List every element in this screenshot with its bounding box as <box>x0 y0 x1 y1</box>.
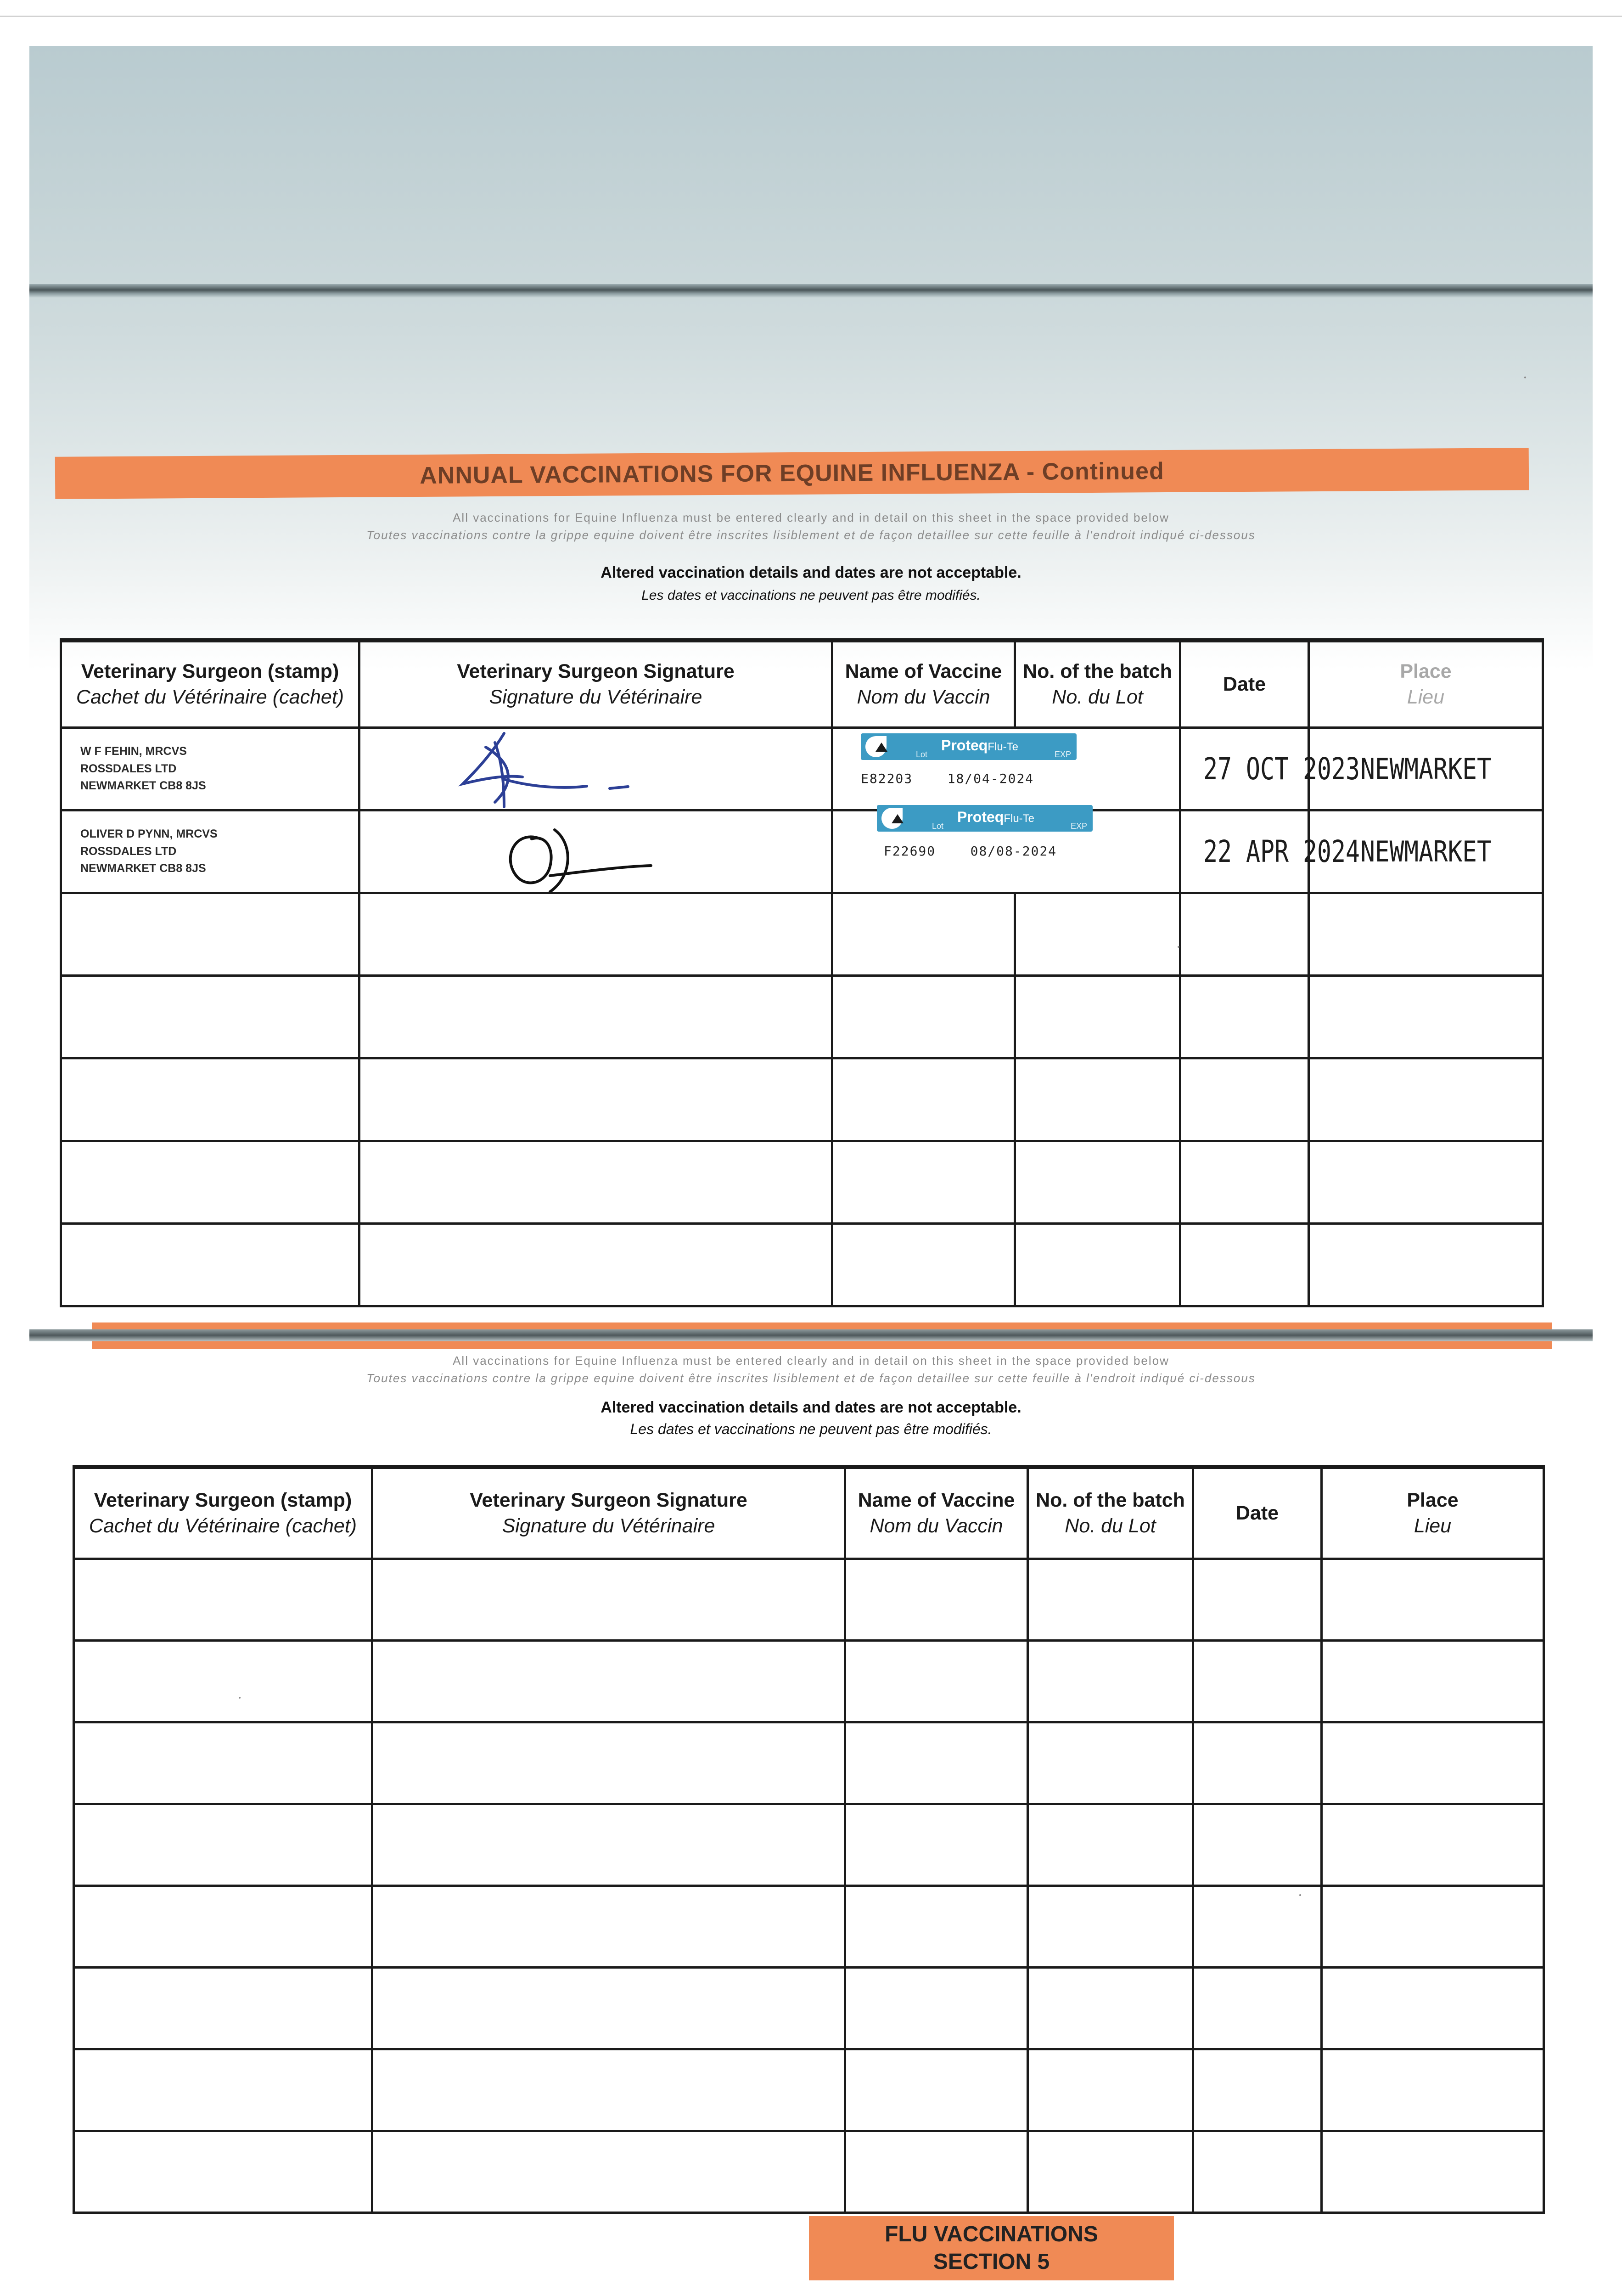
empty-row <box>74 1968 1544 2049</box>
empty-row <box>61 1224 1543 1306</box>
footer-line1: FLU VACCINATIONS <box>885 2222 1098 2246</box>
header-batch-en: No. of the batch <box>1036 1489 1185 1511</box>
header-place <box>1309 641 1543 728</box>
table-header-row <box>74 1467 1544 1559</box>
signature-scribble <box>435 729 757 809</box>
vaccine-name: ProteqFlu-Te <box>941 737 1019 754</box>
section-footer-tab <box>809 2216 1174 2280</box>
vaccine-label-sticker <box>832 728 1180 810</box>
header-batch-en: No. of the batch <box>1023 660 1172 682</box>
header-date-label: Date <box>1235 1502 1279 1524</box>
header-place-en: Place <box>1407 1489 1459 1511</box>
section-banner <box>55 448 1529 499</box>
lot-label: Lot <box>916 750 928 759</box>
vet-name: OLIVER D PYNN, MRCVS <box>80 827 218 841</box>
vet-stamp <box>61 728 359 810</box>
instruction-en-lower: All vaccinations for Equine Influenza must be entered clearly and in detail on this sheet in the space provided below <box>453 1354 1169 1367</box>
header-stamp-en: Veterinary Surgeon (stamp) <box>81 660 339 682</box>
empty-row <box>74 1886 1544 1968</box>
vet-signature <box>359 810 832 893</box>
vaccine-logo-icon <box>881 808 903 829</box>
empty-row <box>61 1141 1543 1224</box>
table-row <box>61 728 1543 810</box>
exp-label: EXP <box>1054 750 1071 759</box>
warning-en-lower: Altered vaccination details and dates are not acceptable. <box>601 1399 1021 1416</box>
vet-address: NEWMARKET CB8 8JS <box>80 862 206 875</box>
header-date <box>1193 1467 1322 1559</box>
page-overlap-edge <box>29 1329 1593 1341</box>
empty-row <box>61 1058 1543 1141</box>
header-date-label: Date <box>1223 673 1266 695</box>
header-vaccine-fr: Nom du Vaccin <box>870 1514 1003 1537</box>
vaccination-date <box>1180 728 1360 810</box>
header-vaccine-en: Name of Vaccine <box>858 1489 1015 1511</box>
instruction-fr: Toutes vaccinations contre la grippe equine doivent être inscrites lisiblement et de façon detaillee sur cette feuille à l'endroit indiqué ci-dessous <box>366 528 1256 542</box>
vaccine-name: ProteqFlu-Te <box>957 809 1035 825</box>
scan-speck <box>1524 377 1526 378</box>
header-signature-en: Veterinary Surgeon Signature <box>457 660 735 682</box>
header-signature-fr: Signature du Vétérinaire <box>489 686 702 708</box>
vaccine-label <box>877 805 1093 832</box>
header-place-en: Place <box>1400 660 1452 682</box>
vet-signature <box>359 728 832 810</box>
header-signature-fr: Signature du Vétérinaire <box>502 1514 715 1537</box>
header-batch-fr: No. du Lot <box>1052 686 1143 708</box>
vaccination-table-lower <box>73 1465 1545 2214</box>
empty-row <box>61 976 1543 1058</box>
scan-speck <box>1178 946 1179 948</box>
instruction-en: All vaccinations for Equine Influenza must be entered clearly and in detail on this sheet in the space provided below <box>453 511 1169 524</box>
header-batch-fr: No. du Lot <box>1065 1514 1156 1537</box>
page-fold-shadow <box>29 284 1593 298</box>
page-top-rule <box>0 16 1622 17</box>
batch-expiry <box>861 771 1034 786</box>
table-header-row <box>61 641 1543 728</box>
header-stamp-en: Veterinary Surgeon (stamp) <box>94 1489 352 1511</box>
header-signature <box>372 1467 845 1559</box>
header-date <box>1180 641 1309 728</box>
scan-speck <box>1299 1894 1301 1896</box>
vaccine-label <box>861 733 1077 760</box>
banner-title: ANNUAL VACCINATIONS FOR EQUINE INFLUENZA - Continued <box>420 458 1164 489</box>
warning-fr: Les dates et vaccinations ne peuvent pas être modifiés. <box>641 588 981 603</box>
header-place <box>1322 1467 1544 1559</box>
header-stamp-fr: Cachet du Vétérinaire (cachet) <box>76 686 344 708</box>
header-place-fr: Lieu <box>1414 1514 1452 1537</box>
batch-number: F22690 <box>884 844 936 859</box>
header-vaccine-en: Name of Vaccine <box>845 660 1002 682</box>
warning-fr-lower: Les dates et vaccinations ne peuvent pas être modifiés. <box>630 1421 992 1437</box>
vet-stamp <box>61 810 359 893</box>
table-row <box>61 810 1543 893</box>
warning-en: Altered vaccination details and dates are not acceptable. <box>601 564 1021 581</box>
footer-line2: SECTION 5 <box>933 2250 1050 2274</box>
batch-number: E82203 <box>861 771 913 786</box>
lot-label: Lot <box>932 822 944 831</box>
header-vaccine <box>845 1467 1028 1559</box>
vaccination-date <box>1180 810 1360 893</box>
expiry-date: 08/08-2024 <box>970 844 1057 859</box>
date-stamp: 22 APR 2024 <box>1203 834 1360 869</box>
header-signature <box>359 641 832 728</box>
date-stamp: 27 OCT 2023 <box>1203 751 1360 787</box>
header-signature-en: Veterinary Surgeon Signature <box>470 1489 747 1511</box>
header-stamp <box>74 1467 372 1559</box>
place-stamp: NEWMARKET <box>1360 835 1492 868</box>
place-stamp: NEWMARKET <box>1360 752 1492 786</box>
empty-row <box>74 1804 1544 1886</box>
header-batch <box>1028 1467 1193 1559</box>
instruction-fr-lower: Toutes vaccinations contre la grippe equine doivent être inscrites lisiblement et de façon detaillee sur cette feuille à l'endroit indiqué ci-dessous <box>366 1371 1256 1385</box>
empty-row <box>74 1641 1544 1722</box>
header-vaccine-fr: Nom du Vaccin <box>857 686 990 708</box>
vet-practice: ROSSDALES LTD <box>80 762 177 775</box>
signature-scribble <box>435 811 757 892</box>
header-stamp <box>61 641 359 728</box>
exp-label: EXP <box>1070 822 1087 831</box>
empty-row <box>74 2049 1544 2131</box>
batch-expiry <box>884 844 1057 859</box>
empty-row <box>74 1559 1544 1641</box>
vaccination-table-upper <box>60 638 1544 1307</box>
header-batch <box>1015 641 1180 728</box>
vet-address: NEWMARKET CB8 8JS <box>80 779 206 793</box>
vet-practice: ROSSDALES LTD <box>80 844 177 858</box>
vaccine-label-sticker <box>832 810 1180 893</box>
header-stamp-fr: Cachet du Vétérinaire (cachet) <box>89 1514 357 1537</box>
header-place-fr: Lieu <box>1407 686 1445 708</box>
empty-row <box>74 2131 1544 2213</box>
scan-speck <box>239 1697 241 1699</box>
empty-row <box>61 893 1543 976</box>
empty-row <box>74 1722 1544 1804</box>
vaccine-logo-icon <box>865 736 887 757</box>
expiry-date: 18/04-2024 <box>947 771 1034 786</box>
vet-name: W F FEHIN, MRCVS <box>80 745 187 758</box>
header-vaccine <box>832 641 1015 728</box>
